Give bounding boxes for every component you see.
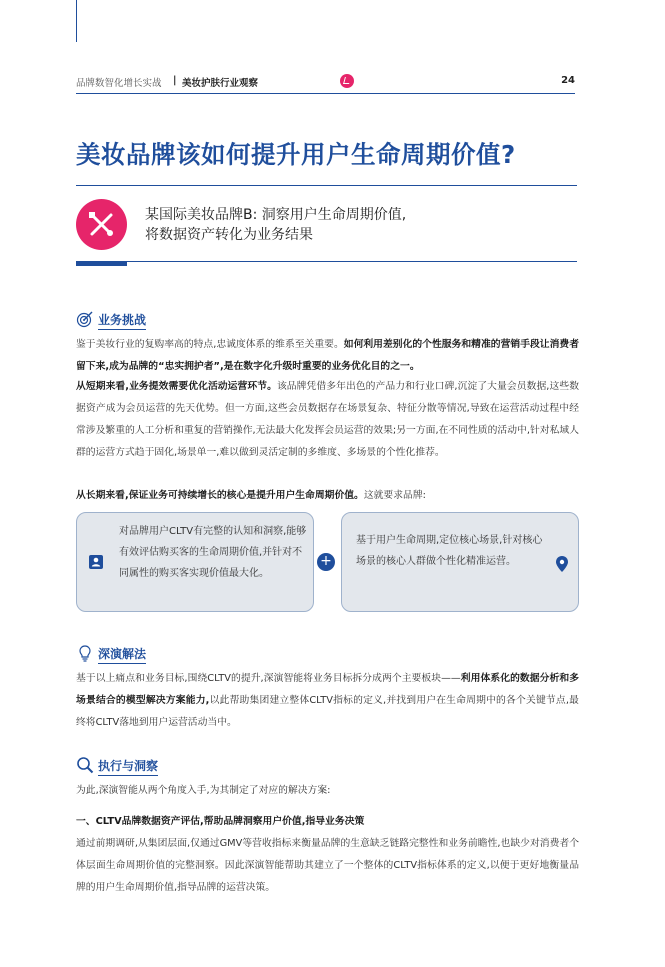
challenge-p1-bold: 如何利用差别化的个性服务和精准的营销手段让消费者留下来,成为品牌的“忠实拥护者”,是在数字化升级时重要的业务优化目的之一。 [76,339,579,372]
page-number: 24 [561,75,575,86]
requirement-text-cltv: 对品牌用户CLTV有完整的认知和洞察,能够有效评估购买客的生命周期价值,并针对不同属性的购买客实现价值最大化。 [119,526,307,579]
solution-text-a: 基于以上痛点和业务目标,围绕CLTV的提升,深演智能将业务目标拆分成两个主要板块—— [76,673,461,684]
requirement-text-scene: 基于用户生命周期,定位核心场景,针对核心场景的核心人群做个性化精准运营。 [356,535,543,567]
header-divider [76,93,575,94]
section-label-solution: 深演解法 [98,645,146,664]
cosmetics-tools-icon [76,199,127,250]
page-header [76,75,575,89]
section-label-challenge: 业务挑战 [98,311,146,330]
header-report-title: 品牌数智化增长实战 [76,78,162,89]
user-card-icon [88,554,104,570]
subtitle-divider [76,261,577,262]
page-margin-line [76,0,77,42]
plus-icon: + [317,553,335,571]
challenge-p3-bold: 从长期来看,保证业务可持续增长的核心是提升用户生命周期价值。 [76,490,364,501]
execution-h1-text: 一、CLTV品牌数据资产评估,帮助品牌洞察用户价值,指导业务决策 [76,816,365,827]
solution-paragraph [76,668,579,734]
requirement-card-cltv [76,512,314,612]
solution-text-bold: 利用体系化的数据分析和多场景结合的模型解决方案能力, [76,673,580,706]
subtitle-line-2: 将数据资产转化为业务结果 [145,227,313,243]
title-divider [76,185,577,186]
execution-intro: 为此,深演智能从两个角度入手,为其制定了对应的解决方案: [76,785,331,796]
header-section-title: 美妆护肤行业观察 [182,78,259,89]
lightbulb-icon [76,644,94,662]
challenge-p2-text: 该品牌凭借多年出色的产品力和行业口碑,沉淀了大量会员数据,这些数据资产成为会员运营的先天优势。但一方面,这些会员数据存在场景复杂、特征分散等情况,导致在运营活动过程中经常涉及繁重的人工分析和重复的营销操作,无法最大化发挥会员运营的效果;另一方面,在不同性质的活动中,针对私域人群的运营方式趋于固化,场景单一,难以做到灵活定制的多维度、多场景的个性化推荐。 [76,381,579,458]
case-subtitle [145,205,406,245]
challenge-paragraph-2 [76,376,579,464]
requirement-card-scene [341,512,579,612]
execution-paragraph-1: 通过前期调研,从集团层面,仅通过GMV等营收指标来衡量品牌的生意缺乏链路完整性和业务前瞻性,也缺少对消费者个体层面生命周期价值的完整洞察。因此深演智能帮助其建立了一个整体的CLTV指标体系的定义,以便于更好地衡量品牌的用户生命周期价值,指导品牌的运营决策。 [76,838,579,893]
solution-text-c: 以此帮助集团建立整体CLTV指标的定义,并找到用户在生命周期中的各个关键节点,最终将CLTV落地到用户运营活动当中。 [76,695,579,728]
subtitle-accent-bar [76,261,127,266]
execution-subheading-1 [76,811,579,833]
challenge-p2-bold: 从短期来看,业务提效需要优化活动运营环节。 [76,381,277,392]
challenge-paragraph-3 [76,485,579,507]
section-label-execution: 执行与洞察 [98,757,158,776]
location-pin-icon [555,555,569,573]
subtitle-line-1: 某国际美妆品牌B: 洞察用户生命周期价值, [145,207,407,223]
page-title: 美妆品牌该如何提升用户生命周期价值? [76,140,516,169]
challenge-p1-text: 鉴于美妆行业的复购率高的特点,忠诚度体系的维系至关重要。 [76,339,344,350]
magnifier-icon [76,756,94,774]
challenge-p3-text: 这就要求品牌: [363,490,426,501]
target-icon [76,310,94,328]
challenge-paragraph-1 [76,334,579,378]
brand-logo-icon [340,74,354,88]
header-separator: | [173,75,177,86]
